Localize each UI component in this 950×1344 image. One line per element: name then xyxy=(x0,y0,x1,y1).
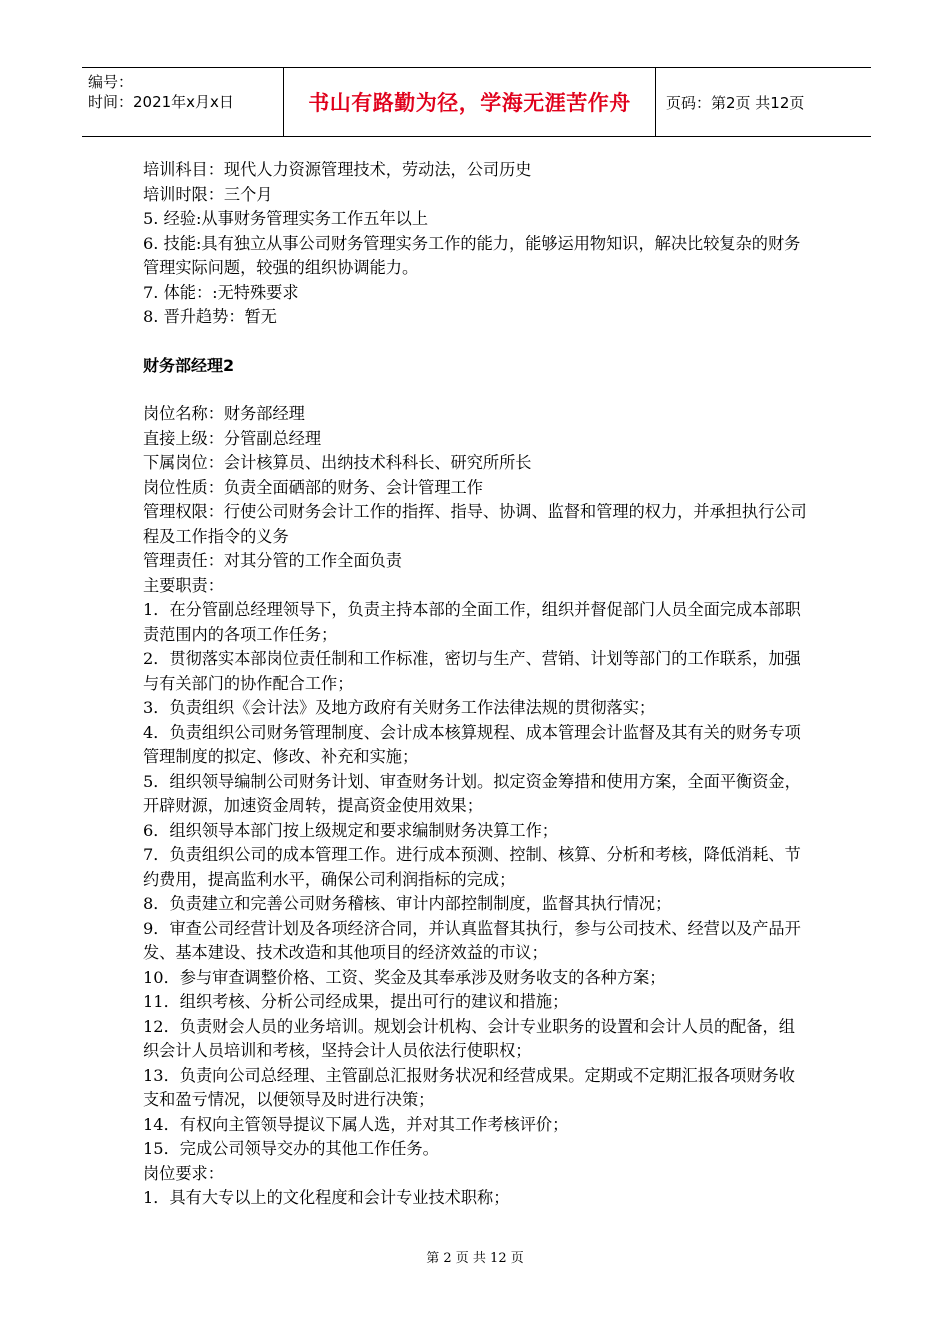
time-label: 时间：2021年x月x日 xyxy=(88,93,234,111)
paragraph: 岗位性质：负责全面硒部的财务、会计管理工作 xyxy=(143,477,483,497)
page-label: 页码：第2页 共12页 xyxy=(666,93,805,112)
paragraph: 8. 晋升趋势：暂无 xyxy=(143,307,277,326)
paragraph: 管理责任：对其分管的工作全面负责 xyxy=(143,551,402,570)
paragraph: 6. 技能:具有独立从事公司财务管理实务工作的能力，能够运用物知识，解决比较复杂的财务管理实际问题，较强的组织协调能力。 xyxy=(143,233,801,277)
paragraph: 直接上级：分管副总经理 xyxy=(143,428,322,448)
duty-item: 5．组织领导编制公司财务计划、审查财务计划。拟定资金筹措和使用方案，全面平衡资金，开辟财源，加速资金周转，提高资金使用效果； xyxy=(143,771,801,815)
duty-item: 12．负责财会人员的业务培训。规划会计机构、会计专业职务的设置和会计人员的配备，组织会计人员培训和考核，坚持会计人员依法行使职权； xyxy=(143,1016,795,1060)
motto: 书山有路勤为径，学海无涯苦作舟 xyxy=(308,91,631,115)
paragraph: 下属岗位：会计核算员、出纳技术科科长、研究所所长 xyxy=(143,453,532,472)
paragraph: 培训科目：现代人力资源管理技术，劳动法，公司历史 xyxy=(143,160,532,179)
page-footer: 第 2 页 共 12 页 xyxy=(426,1251,524,1266)
paragraph: 岗位名称：财务部经理 xyxy=(143,404,305,423)
duty-item: 10．参与审查调整价格、工资、奖金及其奉承涉及财务收支的各种方案； xyxy=(143,967,666,987)
section-title: 财务部经理2 xyxy=(143,355,235,375)
page-header xyxy=(82,67,871,137)
duty-item: 2．贯彻落实本部岗位责任制和工作标准，密切与生产、营销、计划等部门的工作联系，加强与有关部门的协作配合工作； xyxy=(143,649,801,693)
duty-item: 14．有权向主管领导提议下属人选，并对其工作考核评价； xyxy=(143,1114,569,1134)
header-motto-cell xyxy=(284,68,656,136)
duty-item: 3．负责组织《会计法》及地方政府有关财务工作法律法规的贯彻落实； xyxy=(143,698,656,717)
paragraph: 7. 体能：:无特殊要求 xyxy=(143,282,299,302)
header-page-cell xyxy=(656,68,871,136)
duty-item: 13．负责向公司总经理、主管副总汇报财务状况和经营成果。定期或不定期汇报各项财务收支和盈亏情况，以便领导及时进行决策； xyxy=(143,1065,795,1109)
requirement-item: 1．具有大专以上的文化程度和会计专业技术职称； xyxy=(143,1188,510,1207)
duty-item: 4．负责组织公司财务管理制度、会计成本核算规程、成本管理会计监督及其有关的财务专项管理制度的拟定、修改、补充和实施； xyxy=(143,722,801,766)
header-meta xyxy=(82,68,284,136)
duty-item: 8．负责建立和完善公司财务稽核、审计内部控制制度，监督其执行情况； xyxy=(143,894,672,913)
duty-item: 9．审查公司经营计划及各项经济合同，并认真监督其执行，参与公司技术、经营以及产品开发、基本建设、技术改造和其他项目的经济效益的市议； xyxy=(143,918,801,962)
duty-item: 1．在分管副总经理领导下，负责主持本部的全面工作，组织并督促部门人员全面完成本部职责范围内的各项工作任务； xyxy=(143,600,801,644)
number-label: 编号： xyxy=(88,73,134,91)
duty-item: 6．组织领导本部门按上级规定和要求编制财务决算工作； xyxy=(143,820,558,840)
document-body xyxy=(143,158,811,1211)
duty-item: 7．负责组织公司的成本管理工作。进行成本预测、控制、核算、分析和考核，降低消耗、节约费用，提高监利水平，确保公司利润指标的完成； xyxy=(143,845,801,889)
paragraph: 管理权限：行使公司财务会计工作的指挥、指导、协调、监督和管理的权力，并承担执行公司程及工作指令的义务 xyxy=(143,502,807,546)
paragraph: 主要职责： xyxy=(143,575,224,595)
duty-item: 11．组织考核、分析公司经成果，提出可行的建议和措施； xyxy=(143,992,569,1011)
paragraph: 岗位要求： xyxy=(143,1163,224,1183)
paragraph: 培训时限：三个月 xyxy=(143,184,273,204)
paragraph: 5. 经验:从事财务管理实务工作五年以上 xyxy=(143,209,429,228)
duty-item: 15．完成公司领导交办的其他工作任务。 xyxy=(143,1139,439,1158)
